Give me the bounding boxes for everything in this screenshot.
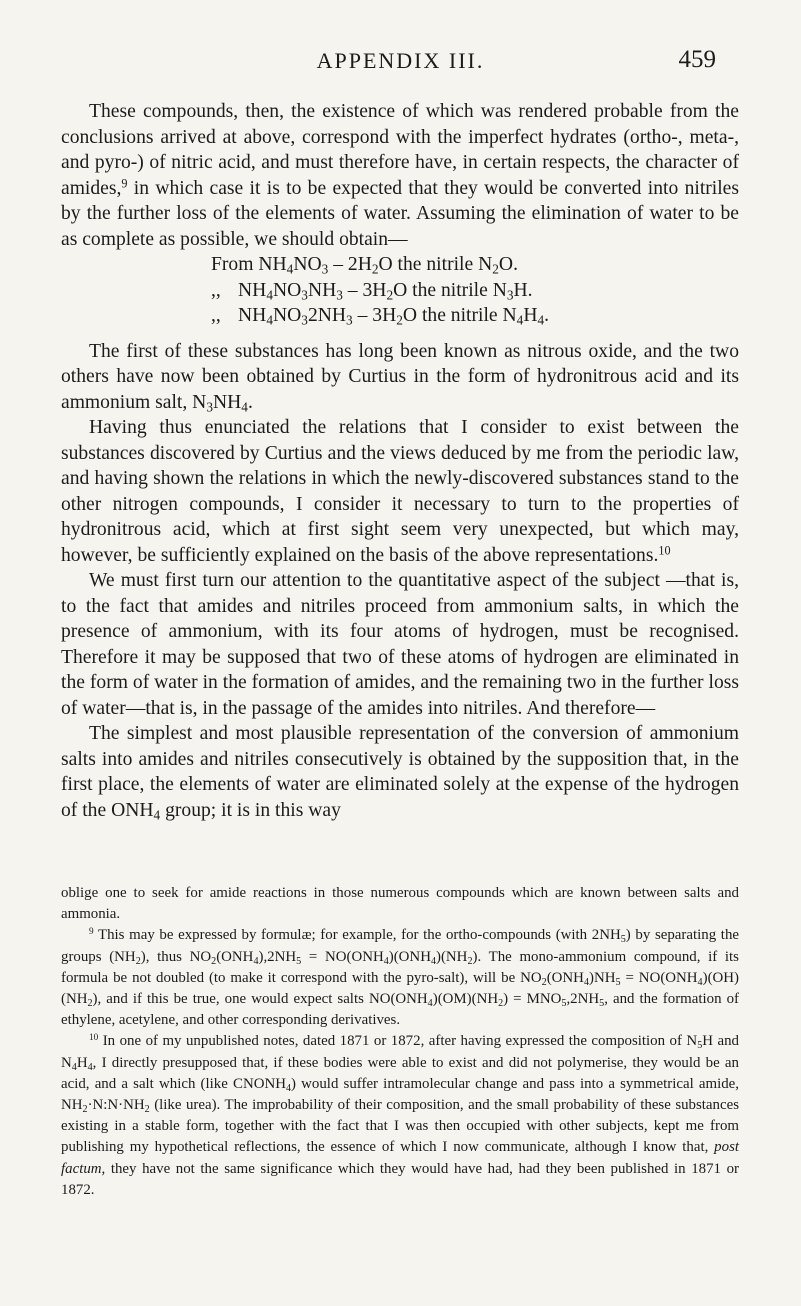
text-run: ,2NH (566, 991, 600, 1008)
chem-text: N (492, 279, 507, 301)
ditto-mark: ,, (211, 279, 221, 301)
chem-sub: 3 (336, 287, 343, 303)
chem-text: – 3H (352, 305, 397, 326)
chem-sub: 4 (583, 976, 589, 988)
running-head: APPENDIX III. (316, 48, 485, 73)
chem-sub: 4 (427, 997, 433, 1009)
chem-sub: 4 (266, 287, 273, 303)
chem-sub: 5 (620, 934, 626, 946)
chem-sub: 3 (346, 312, 353, 328)
chem-sub: 4 (697, 976, 703, 988)
chem-text: . (544, 305, 550, 326)
text-run: ), and if this be true, one would expect salts NO(ONH (92, 991, 428, 1008)
chem-text: NO (272, 279, 302, 301)
footnote-continuation: oblige one to seek for amide reactions in those numerous compounds which are known between salts and ammonia. (61, 885, 739, 923)
chem-text: NH (258, 254, 287, 275)
text-run: ),2NH (258, 948, 297, 965)
chem-sub: 3 (506, 287, 514, 303)
text-run: These compounds, then, the existence of which was rendered probable from the conclusions arrived at above, correspond with the imperfect hydrates (ortho-, meta-, and pyro-) of nitric acid, and must therefore have, in certain respects, the character of amides, (61, 101, 739, 199)
text-run: (like urea). The improbability of their composition, and the small probability of these substances existing in a stable form, together with the fact that I was then occupied with other subjects, kept me from publishing my hypothetical reflections, the essence of which I now communicate, although I know that, (61, 1097, 739, 1156)
chem-text: O (402, 305, 418, 326)
page-header (0, 46, 801, 80)
text-run: The first of these substances has long been known as nitrous oxide, and the two others have now been obtained by Curtius in the form of hydronitrous acid and its ammonium salt, (61, 340, 739, 413)
chem-sub: 5 (697, 1040, 703, 1052)
text-run: )(ONH (388, 948, 431, 965)
text-run: ). The mono-ammonium compound, if its formula be not doubled (to make it correspond with the pyro-salt), will be NO (61, 948, 739, 986)
text-run: )NH (589, 969, 616, 986)
chem-text: ONH (111, 799, 154, 821)
chem-text: H (513, 279, 528, 301)
chem-sub: 5 (615, 976, 621, 988)
text-run: = NO(ONH (620, 969, 698, 986)
text-run: ·N:N·NH (87, 1097, 145, 1114)
chem-sub: 4 (153, 807, 161, 823)
chem-sub: 5 (599, 997, 605, 1009)
text-run: )(NH (436, 948, 468, 965)
chem-text: O (498, 254, 514, 275)
formula-text: the nitrile (407, 279, 493, 301)
chem-text: NH (307, 279, 337, 301)
chem-sub: 4 (87, 1061, 93, 1073)
chem-sub: 2 (371, 261, 379, 277)
chem-sub: 4 (241, 399, 248, 415)
chem-sub: 2 (211, 955, 217, 967)
text-run: group; it is in this way (160, 799, 341, 821)
text-run: ) by separating the groups (NH (61, 927, 739, 965)
text-run: = NO(ONH (301, 948, 384, 965)
formula-line-1 (211, 252, 739, 278)
chem-sub: 2 (467, 955, 473, 967)
chem-text: NO (272, 305, 302, 326)
text-run: ) would suffer intramolecular change and pass into a symmetrical amide, NH (61, 1075, 739, 1114)
chem-text: H (523, 305, 538, 326)
chem-sub: 4 (537, 312, 545, 328)
chem-sub: 4 (71, 1061, 77, 1073)
footnote-ref-9: 9 (121, 175, 128, 190)
chem-sub: 2 (396, 312, 403, 328)
chem-sub: 2 (386, 287, 394, 303)
text-run: H (76, 1054, 88, 1071)
text-run: Having thus enunciated the relations that I consider to exist between the substances discovered by Curtius and the views deduced by me from the periodic law, and having shown the relations in which the newly-discovered substances stand to the other nitrogen compounds, I consider it necessary to turn to the properties of hydronitrous acid, which at first sight seem very unexpected, but which may, however, be sufficiently explained on the basis of the above representations. (61, 417, 739, 566)
text-run: ) = MNO (503, 991, 562, 1008)
footnote-10 (61, 1031, 739, 1201)
chem-text: 2NH (307, 305, 347, 326)
chem-text: – 3H (342, 279, 387, 301)
chem-sub: 2 (492, 261, 499, 277)
formula-line-3 (211, 303, 739, 329)
text-run: In one of my unpublished notes, dated 1871 or 1872, after having expressed the composition of N (98, 1033, 698, 1050)
latin-phrase: post factum (61, 1139, 739, 1177)
footnote-number: 10 (89, 1032, 99, 1043)
paragraph-2 (61, 339, 739, 416)
ditto-mark: ,, (211, 305, 221, 326)
chem-sub: 4 (253, 955, 259, 967)
chem-sub: 3 (301, 287, 308, 303)
chem-text: . (513, 254, 518, 275)
from-label: From (211, 254, 259, 275)
text-run: ), thus NO (140, 948, 212, 965)
paragraph-3 (61, 415, 739, 568)
formula-text: the nitrile (417, 305, 503, 326)
chem-sub: 3 (321, 261, 329, 277)
text-run: , I directly presupposed that, if these bodies were able to exist and did not polymerise, they would be an acid, and a salt which (like CNONH (61, 1054, 739, 1092)
footnote-ref-10: 10 (658, 542, 671, 557)
chem-sub: 4 (285, 1082, 292, 1094)
chem-sub: 3 (301, 312, 308, 328)
chem-text: N (192, 391, 207, 413)
chem-sub: 2 (541, 976, 547, 988)
text-run: )(OM)(NH (432, 991, 499, 1008)
chem-text: O (393, 279, 408, 301)
chem-sub: 5 (296, 955, 302, 967)
footnote-number: 9 (89, 926, 94, 937)
chem-text: . (527, 279, 533, 301)
text-run: (ONH (216, 948, 254, 965)
chem-text: . (247, 391, 253, 413)
chem-text: O (378, 254, 393, 275)
page-number: 459 (678, 46, 716, 73)
chem-sub: 4 (266, 312, 273, 328)
chem-sub: 3 (206, 399, 213, 415)
chem-text: N (502, 305, 517, 326)
chem-text: – 2H (328, 254, 372, 275)
chem-text: NH (238, 305, 267, 326)
footnotes (61, 883, 739, 1201)
formula-text: the nitrile (392, 254, 479, 275)
chem-text: NH (212, 391, 242, 413)
chem-sub: 2 (82, 1103, 88, 1115)
paragraph-5 (61, 721, 739, 823)
chem-text: NH (238, 279, 267, 301)
text-run: H and N (61, 1033, 739, 1071)
text-run: This may be expressed by formulæ; for example, for the ortho-compounds (with 2NH (93, 927, 621, 944)
text-run: , and the formation of ethylene, acetylene, and other corresponding derivatives. (61, 991, 739, 1029)
chem-sub: 2 (87, 997, 93, 1009)
chem-text: NO (293, 254, 322, 275)
chem-sub: 5 (561, 997, 567, 1009)
text-run: , they have not the same significance which they would have had, had they been published in 1871 or 1872. (61, 1160, 739, 1198)
text-run: The simplest and most plausible representation of the conversion of ammonium salts into amides and nitriles consecutively is obtained by the supposition that, in the first place, the elements of water are eliminated solely at the expense of the hydrogen of the (61, 723, 739, 821)
chem-sub: 2 (135, 955, 141, 967)
main-text (61, 99, 739, 823)
formula-line-2 (211, 278, 739, 304)
chem-sub: 4 (430, 955, 437, 967)
chem-sub: 2 (144, 1103, 150, 1115)
chem-sub: 2 (498, 997, 504, 1009)
paragraph-4: We must first turn our attention to the quantitative aspect of the subject —that is, to the fact that amides and nitriles proceed from ammonium salts, in which the presence of ammonium, with its four atoms of hydrogen, must be recognised. Therefore it may be supposed that two of these atoms of hydrogen are eliminated in the form of water in the formation of amides, and the remaining two in the further loss of water—that is, in the passage of the amides into nitriles. And therefore— (61, 570, 739, 719)
chem-text: N (478, 254, 493, 275)
chem-sub: 4 (516, 312, 524, 328)
text-run: )(OH)(NH (61, 969, 739, 1008)
text-run: in which case it is to be expected that they would be converted into nitriles by the further loss of the elements of water. Assuming the elimination of water to be as complete as possible, we should obtain— (61, 177, 739, 250)
text-run: (ONH (546, 969, 584, 986)
paragraph-1 (61, 99, 739, 252)
formula-block (211, 252, 739, 329)
chem-sub: 4 (383, 955, 389, 967)
chem-sub: 4 (286, 261, 294, 277)
footnote-9 (61, 925, 739, 1031)
